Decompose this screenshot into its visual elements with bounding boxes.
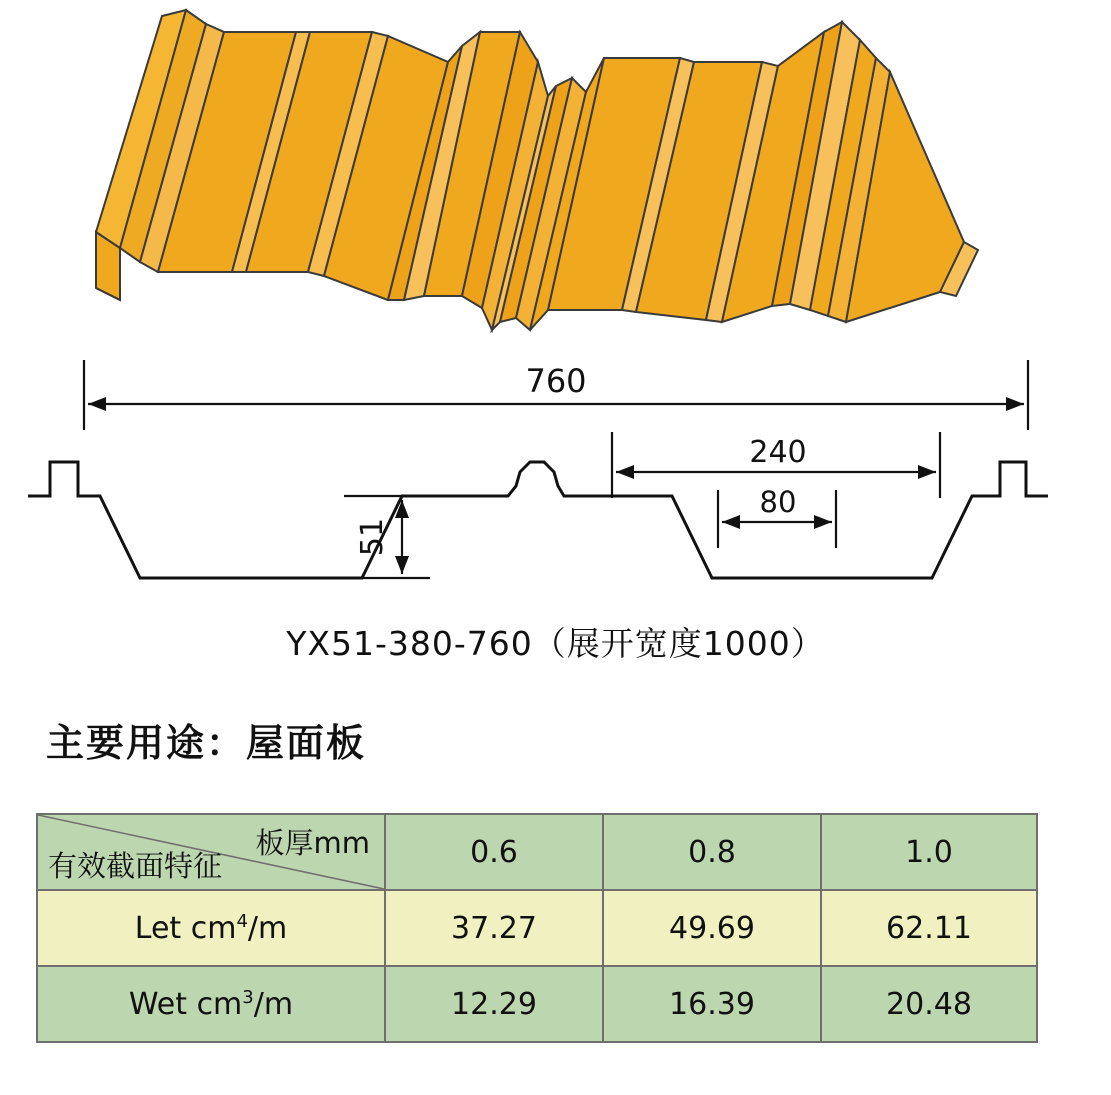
row-label-let-sup: 4	[236, 910, 248, 932]
dim-overall-width-label: 760	[525, 362, 587, 400]
table-row	[37, 966, 1037, 1042]
corner-top-label: 板厚mm	[255, 826, 370, 860]
thickness-cell-2: 1.0	[821, 814, 1037, 890]
table-header-row	[37, 814, 1037, 890]
let-value-2: 62.11	[821, 890, 1037, 966]
row-label-let-tail: /m	[247, 910, 288, 946]
cross-section-profile	[28, 462, 1048, 578]
row-label-let	[37, 890, 385, 966]
let-value-1: 49.69	[603, 890, 821, 966]
let-value-0: 37.27	[385, 890, 603, 966]
sheet-3d-view	[96, 10, 978, 348]
row-label-wet-tail: /m	[253, 986, 294, 1022]
dim-pitch-label: 240	[749, 435, 807, 470]
row-label-wet	[37, 966, 385, 1042]
row-label-wet-sup: 3	[242, 986, 254, 1008]
thickness-cell-0: 0.6	[385, 814, 603, 890]
section-properties-table	[36, 813, 1038, 1043]
row-label-let-main: Let cm	[134, 910, 237, 946]
corner-bottom-label: 有效截面特征	[48, 849, 223, 883]
dim-height-label: 51	[355, 517, 390, 557]
row-label-wet-main: Wet cm	[128, 986, 243, 1022]
dim-flat-top-label: 80	[759, 485, 797, 519]
wet-value-1: 16.39	[603, 966, 821, 1042]
wet-value-2: 20.48	[821, 966, 1037, 1042]
profile-caption: YX51-380-760（展开宽度1000）	[286, 624, 825, 663]
table-row	[37, 890, 1037, 966]
wet-value-0: 12.29	[385, 966, 603, 1042]
usage-label: 主要用途：屋面板	[46, 721, 367, 765]
thickness-cell-1: 0.8	[603, 814, 821, 890]
table-corner-cell	[37, 814, 385, 890]
